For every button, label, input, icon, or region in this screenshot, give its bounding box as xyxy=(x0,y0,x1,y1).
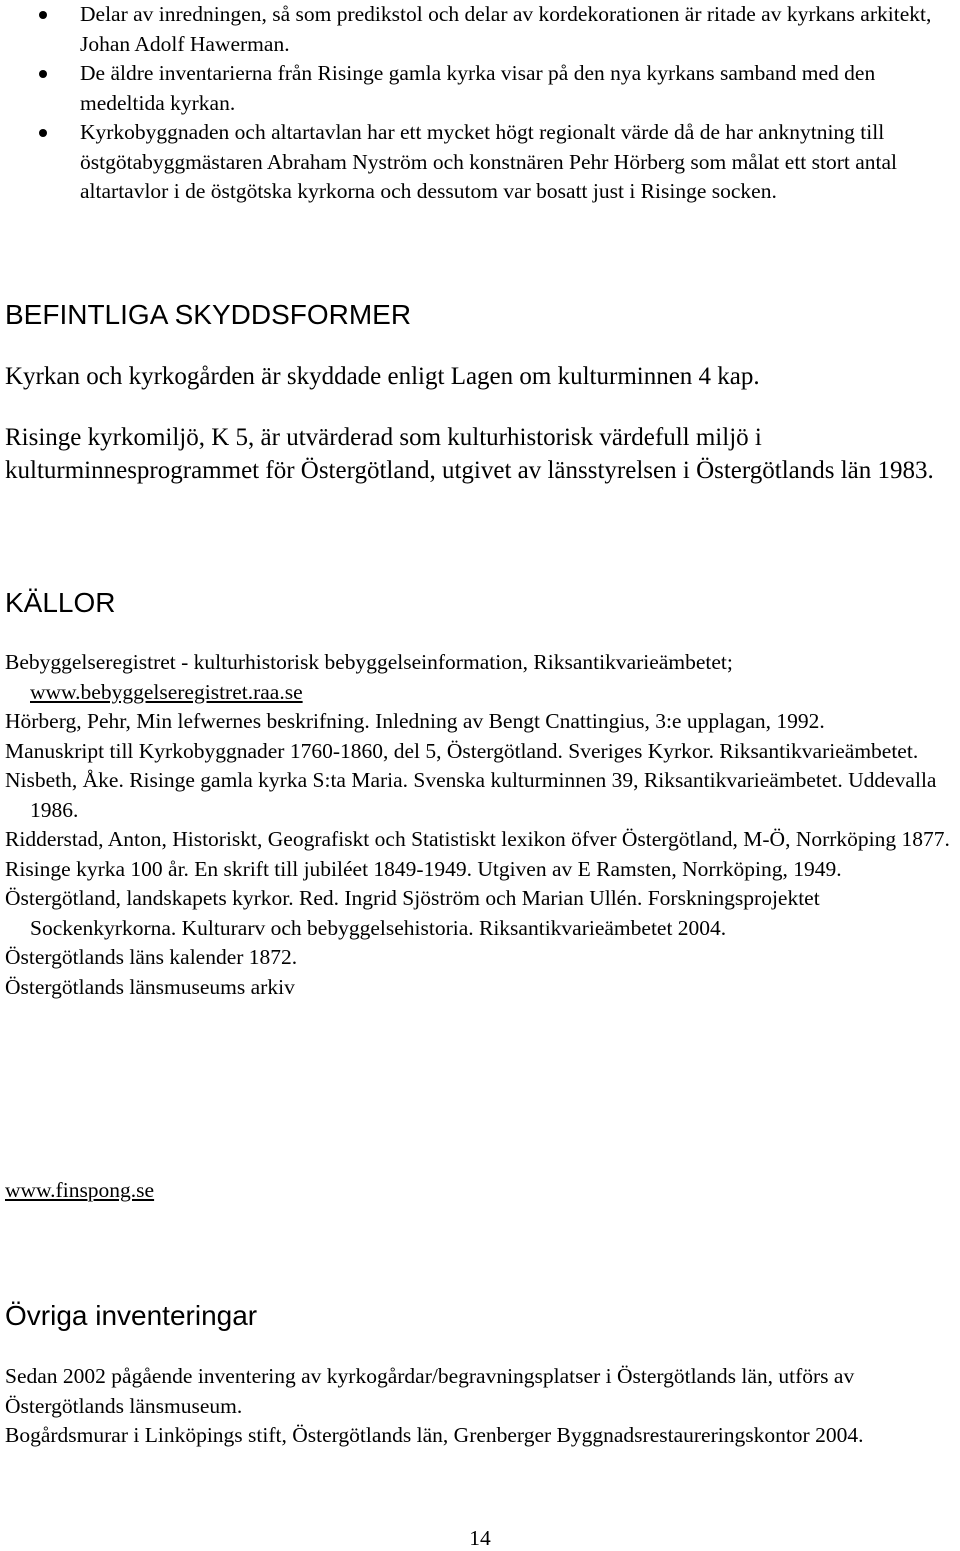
kulturmiljo-paragraph: Risinge kyrkomiljö, K 5, är utvärderad som kulturhistorisk värdefull miljö i kulturminnesprogrammet för Östergötland, utgivet av länsstyrelsen i Östergötlands län 1983. xyxy=(5,424,934,484)
finspong-link[interactable]: www.finspong.se xyxy=(5,1178,155,1202)
bullet-text: Kyrkobyggnaden och altartavlan har ett mycket högt regionalt värde då de har anknytning till östgötabyggmästaren Abraham Nyström och konstnären Pehr Hörberg som målat ett stort antal altartavlor i de östgötska kyrkorna och dessutom var bosatt just i Risinge socken. xyxy=(80,120,898,203)
source-text: Bebyggelseregistret - kulturhistorisk bebyggelseinformation, Riksantikvarieämbetet; xyxy=(5,650,733,674)
page-number: 14 xyxy=(469,1526,491,1550)
bullet-text: Delar av inredningen, så som predikstol och delar av kordekorationen är ritade av kyrkans arkitekt, Johan Adolf Hawerman. xyxy=(80,2,932,56)
befintliga-skyddsformer-heading: BEFINTLIGA SKYDDSFORMER xyxy=(5,299,412,330)
kyrkogard-inventering-paragraph: Sedan 2002 pågående inventering av kyrkogårdar/begravningsplatser i Östergötlands län, utförs av Östergötlands länsmuseum. xyxy=(5,1364,855,1418)
source-item: Manuskript till Kyrkobyggnader 1760-1860, del 5, Östergötland. Sveriges Kyrkor. Riksantikvarieämbetet. xyxy=(5,738,919,763)
bebyggelseregistret-link[interactable]: www.bebyggelseregistret.raa.se xyxy=(30,679,303,704)
bullet-icon xyxy=(39,11,47,19)
bullet-icon xyxy=(39,70,47,78)
kallor-heading: KÄLLOR xyxy=(5,587,116,618)
protection-law-paragraph: Kyrkan och kyrkogården är skyddade enligt Lagen om kulturminnen 4 kap. xyxy=(5,363,760,390)
ovriga-inventeringar-heading: Övriga inventeringar xyxy=(5,1300,258,1331)
source-item: Ridderstad, Anton, Historiskt, Geografiskt och Statistiskt lexikon öfver Östergötland, M-Ö, Norrköping 1877. xyxy=(5,827,950,851)
source-item xyxy=(5,648,950,707)
source-item: Hörberg, Pehr, Min lefwernes beskrifning. Inledning av Bengt Cnattingius, 3:e upplagan, 1992. xyxy=(5,709,825,733)
source-item: Nisbeth, Åke. Risinge gamla kyrka S:ta Maria. Svenska kulturminnen 39, Riksantikvarieämbetet. Uddevalla 1986. xyxy=(5,768,937,822)
bullet-item xyxy=(0,59,960,118)
bullet-text: De äldre inventarierna från Risinge gamla kyrka visar på den nya kyrkans samband med den medeltida kyrkan. xyxy=(80,61,876,115)
sources-list xyxy=(5,648,950,1002)
bullet-item xyxy=(0,0,960,59)
source-item: Östergötlands läns kalender 1872. xyxy=(5,945,298,969)
source-item: Östergötland, landskapets kyrkor. Red. Ingrid Sjöström och Marian Ullén. Forskningsprojektet Sockenkyrkorna. Kulturarv och bebyggelsehistoria. Riksantikvarieämbetet 2004. xyxy=(5,886,820,940)
bullet-item xyxy=(0,118,960,207)
bullet-icon xyxy=(39,129,47,137)
bogardsmurar-paragraph: Bogårdsmurar i Linköpings stift, Östergötlands län, Grenberger Byggnadsrestaureringskontor 2004. xyxy=(5,1423,864,1447)
source-item: Östergötlands länsmuseums arkiv xyxy=(5,974,295,999)
source-item: Risinge kyrka 100 år. En skrift till jubiléet 1849-1949. Utgiven av E Ramsten, Norrköping, 1949. xyxy=(5,856,842,881)
significance-bullet-list xyxy=(0,0,960,207)
